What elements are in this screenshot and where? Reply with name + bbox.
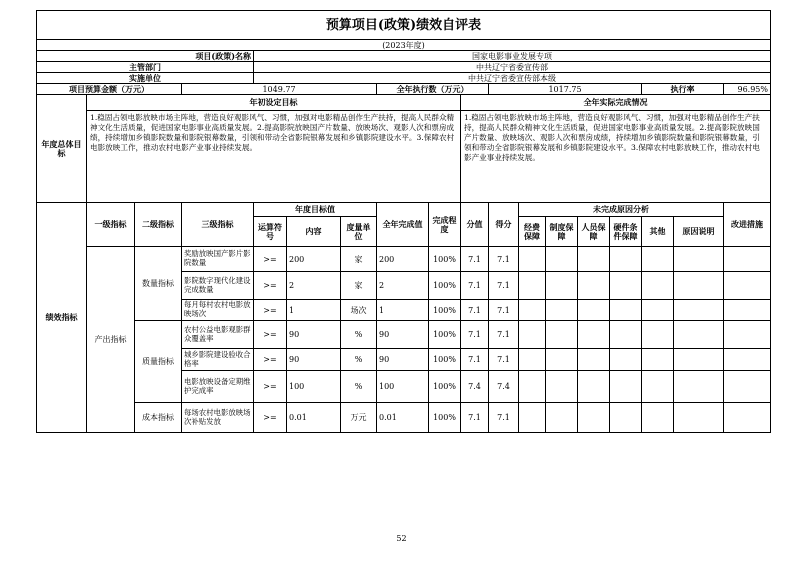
- unit-cell: 家: [341, 272, 377, 300]
- unit-cell: %: [341, 349, 377, 371]
- degree-cell: 100%: [429, 247, 461, 272]
- budget-value: 1049.77: [182, 84, 377, 95]
- level2-quantity: 数量指标: [135, 247, 182, 321]
- page-title: 预算项目(政策)绩效自评表: [37, 11, 771, 40]
- operator-cell: >=: [254, 403, 287, 433]
- content-cell: 0.01: [287, 403, 341, 433]
- degree-header: 完成程度: [429, 203, 461, 247]
- perf-indicator-label: 绩效指标: [37, 203, 87, 433]
- operator-cell: >=: [254, 247, 287, 272]
- score-value-cell: 7.1: [461, 349, 489, 371]
- completed-cell: 2: [377, 272, 429, 300]
- content-cell: 90: [287, 321, 341, 349]
- reason-system-header: 制度保障: [546, 217, 578, 247]
- completed-cell: 90: [377, 321, 429, 349]
- score-cell: 7.1: [489, 272, 519, 300]
- reason-staff-header: 人员保障: [578, 217, 610, 247]
- page-number: 52: [396, 534, 407, 543]
- operator-cell: >=: [254, 349, 287, 371]
- level3-indicator: 城乡影院建设验收合格率: [182, 349, 254, 371]
- project-name-label: 项目(政策)名称: [37, 51, 254, 62]
- completed-cell: 100: [377, 371, 429, 403]
- level2-header: 二级指标: [135, 203, 182, 247]
- rate-value: 96.95%: [724, 84, 771, 95]
- score-cell: 7.1: [489, 300, 519, 321]
- impl-value: 中共辽宁省委宣传部本级: [254, 73, 771, 84]
- level3-indicator: 奖励放映国产影片影院数量: [182, 247, 254, 272]
- completed-cell: 0.01: [377, 403, 429, 433]
- exec-value: 1017.75: [489, 84, 642, 95]
- level3-header: 三级指标: [182, 203, 254, 247]
- content-cell: 100: [287, 371, 341, 403]
- completed-cell: 200: [377, 247, 429, 272]
- dept-label: 主管部门: [37, 62, 254, 73]
- unit-cell: %: [341, 321, 377, 349]
- degree-cell: 100%: [429, 403, 461, 433]
- score-cell: 7.1: [489, 321, 519, 349]
- table-row: [37, 321, 771, 349]
- reason-other-header: 其他: [642, 217, 674, 247]
- degree-cell: 100%: [429, 321, 461, 349]
- score-cell: 7.1: [489, 247, 519, 272]
- level3-indicator: 每月每村农村电影放映场次: [182, 300, 254, 321]
- degree-cell: 100%: [429, 300, 461, 321]
- score-value-cell: 7.1: [461, 300, 489, 321]
- reasons-header: 未完成原因分析: [519, 203, 724, 217]
- content-cell: 2: [287, 272, 341, 300]
- score-value-cell: 7.4: [461, 371, 489, 403]
- actual-goal-header: 全年实际完成情况: [461, 95, 771, 111]
- score-value-cell: 7.1: [461, 321, 489, 349]
- table-row: [37, 403, 771, 433]
- dept-value: 中共辽宁省委宣传部: [254, 62, 771, 73]
- reason-explain-header: 原因说明: [674, 217, 724, 247]
- evaluation-table: [36, 10, 771, 433]
- score-value-cell: 7.1: [461, 272, 489, 300]
- level3-indicator: 电影放映设备定期维护完成率: [182, 371, 254, 403]
- operator-cell: >=: [254, 321, 287, 349]
- reason-hardware-header: 硬件条件保障: [610, 217, 642, 247]
- improve-header: 改进措施: [724, 203, 771, 247]
- score-value-cell: 7.1: [461, 247, 489, 272]
- operator-cell: >=: [254, 272, 287, 300]
- completed-cell: 1: [377, 300, 429, 321]
- report-year: (2023年度): [37, 40, 771, 51]
- unit-cell: %: [341, 371, 377, 403]
- completed-header: 全年完成值: [377, 203, 429, 247]
- unit-cell: 万元: [341, 403, 377, 433]
- level3-indicator: 农村公益电影观影群众覆盖率: [182, 321, 254, 349]
- budget-label: 项目预算金额（万元）: [37, 84, 182, 95]
- score-cell: 7.1: [489, 403, 519, 433]
- unit-cell: 场次: [341, 300, 377, 321]
- degree-cell: 100%: [429, 349, 461, 371]
- content-header: 内容: [287, 217, 341, 247]
- unit-cell: 家: [341, 247, 377, 272]
- score-header: 得分: [489, 203, 519, 247]
- table-row: [37, 247, 771, 272]
- set-goal-header: 年初设定目标: [87, 95, 461, 111]
- actual-goal-text: 1.稳固占领电影放映市场主阵地，营造良好观影风气、习惯，加强对电影精品创作生产扶持，提高人民群众精神文化生活质量，促进国家电影事业高质量发展。2.提高影院放映国产片数量、放映场次、观影人次和票房成绩，持续增加乡镇影院数量和影院银幕数量，引领和带动全省影院银幕发展和乡镇影院建设水平。3.保障农村电影放映工作，推动农村电影产业事业持续发展。: [461, 111, 771, 203]
- exec-label: 全年执行数（万元）: [377, 84, 489, 95]
- level1-header: 一级指标: [87, 203, 135, 247]
- rate-label: 执行率: [642, 84, 724, 95]
- score-value-header: 分值: [461, 203, 489, 247]
- evaluation-form: [36, 10, 770, 482]
- score-cell: 7.4: [489, 371, 519, 403]
- impl-label: 实施单位: [37, 73, 254, 84]
- level2-quality: 质量指标: [135, 321, 182, 403]
- content-cell: 200: [287, 247, 341, 272]
- annual-goal-label: 年度总体目标: [37, 95, 87, 203]
- score-value-cell: 7.1: [461, 403, 489, 433]
- level3-indicator: 影院数字现代化建设完成数量: [182, 272, 254, 300]
- operator-cell: >=: [254, 300, 287, 321]
- content-cell: 1: [287, 300, 341, 321]
- degree-cell: 100%: [429, 272, 461, 300]
- annual-target-header: 年度目标值: [254, 203, 377, 217]
- level1-output: 产出指标: [87, 247, 135, 433]
- operator-cell: >=: [254, 371, 287, 403]
- set-goal-text: 1.稳固占领电影放映市场主阵地，营造良好观影风气、习惯，加强对电影精品创作生产扶持，提高人民群众精神文化生活质量，促进国家电影事业高质量发展。2.提高影院放映国产片数量、放映场次、观影人次和票房成绩，持续增加乡镇影院数量和影院银幕数量，引领和带动全省影院银幕发展和乡镇影院建设水平。3.保障农村电影放映工作，推动农村电影产业事业持续发展。: [87, 111, 461, 203]
- project-name-value: 国家电影事业发展专项: [254, 51, 771, 62]
- completed-cell: 90: [377, 349, 429, 371]
- content-cell: 90: [287, 349, 341, 371]
- score-cell: 7.1: [489, 349, 519, 371]
- operator-header: 运算符号: [254, 217, 287, 247]
- unit-header: 度量单位: [341, 217, 377, 247]
- degree-cell: 100%: [429, 371, 461, 403]
- level2-cost: 成本指标: [135, 403, 182, 433]
- level3-indicator: 每场农村电影放映场次补贴发放: [182, 403, 254, 433]
- reason-funding-header: 经费保障: [519, 217, 546, 247]
